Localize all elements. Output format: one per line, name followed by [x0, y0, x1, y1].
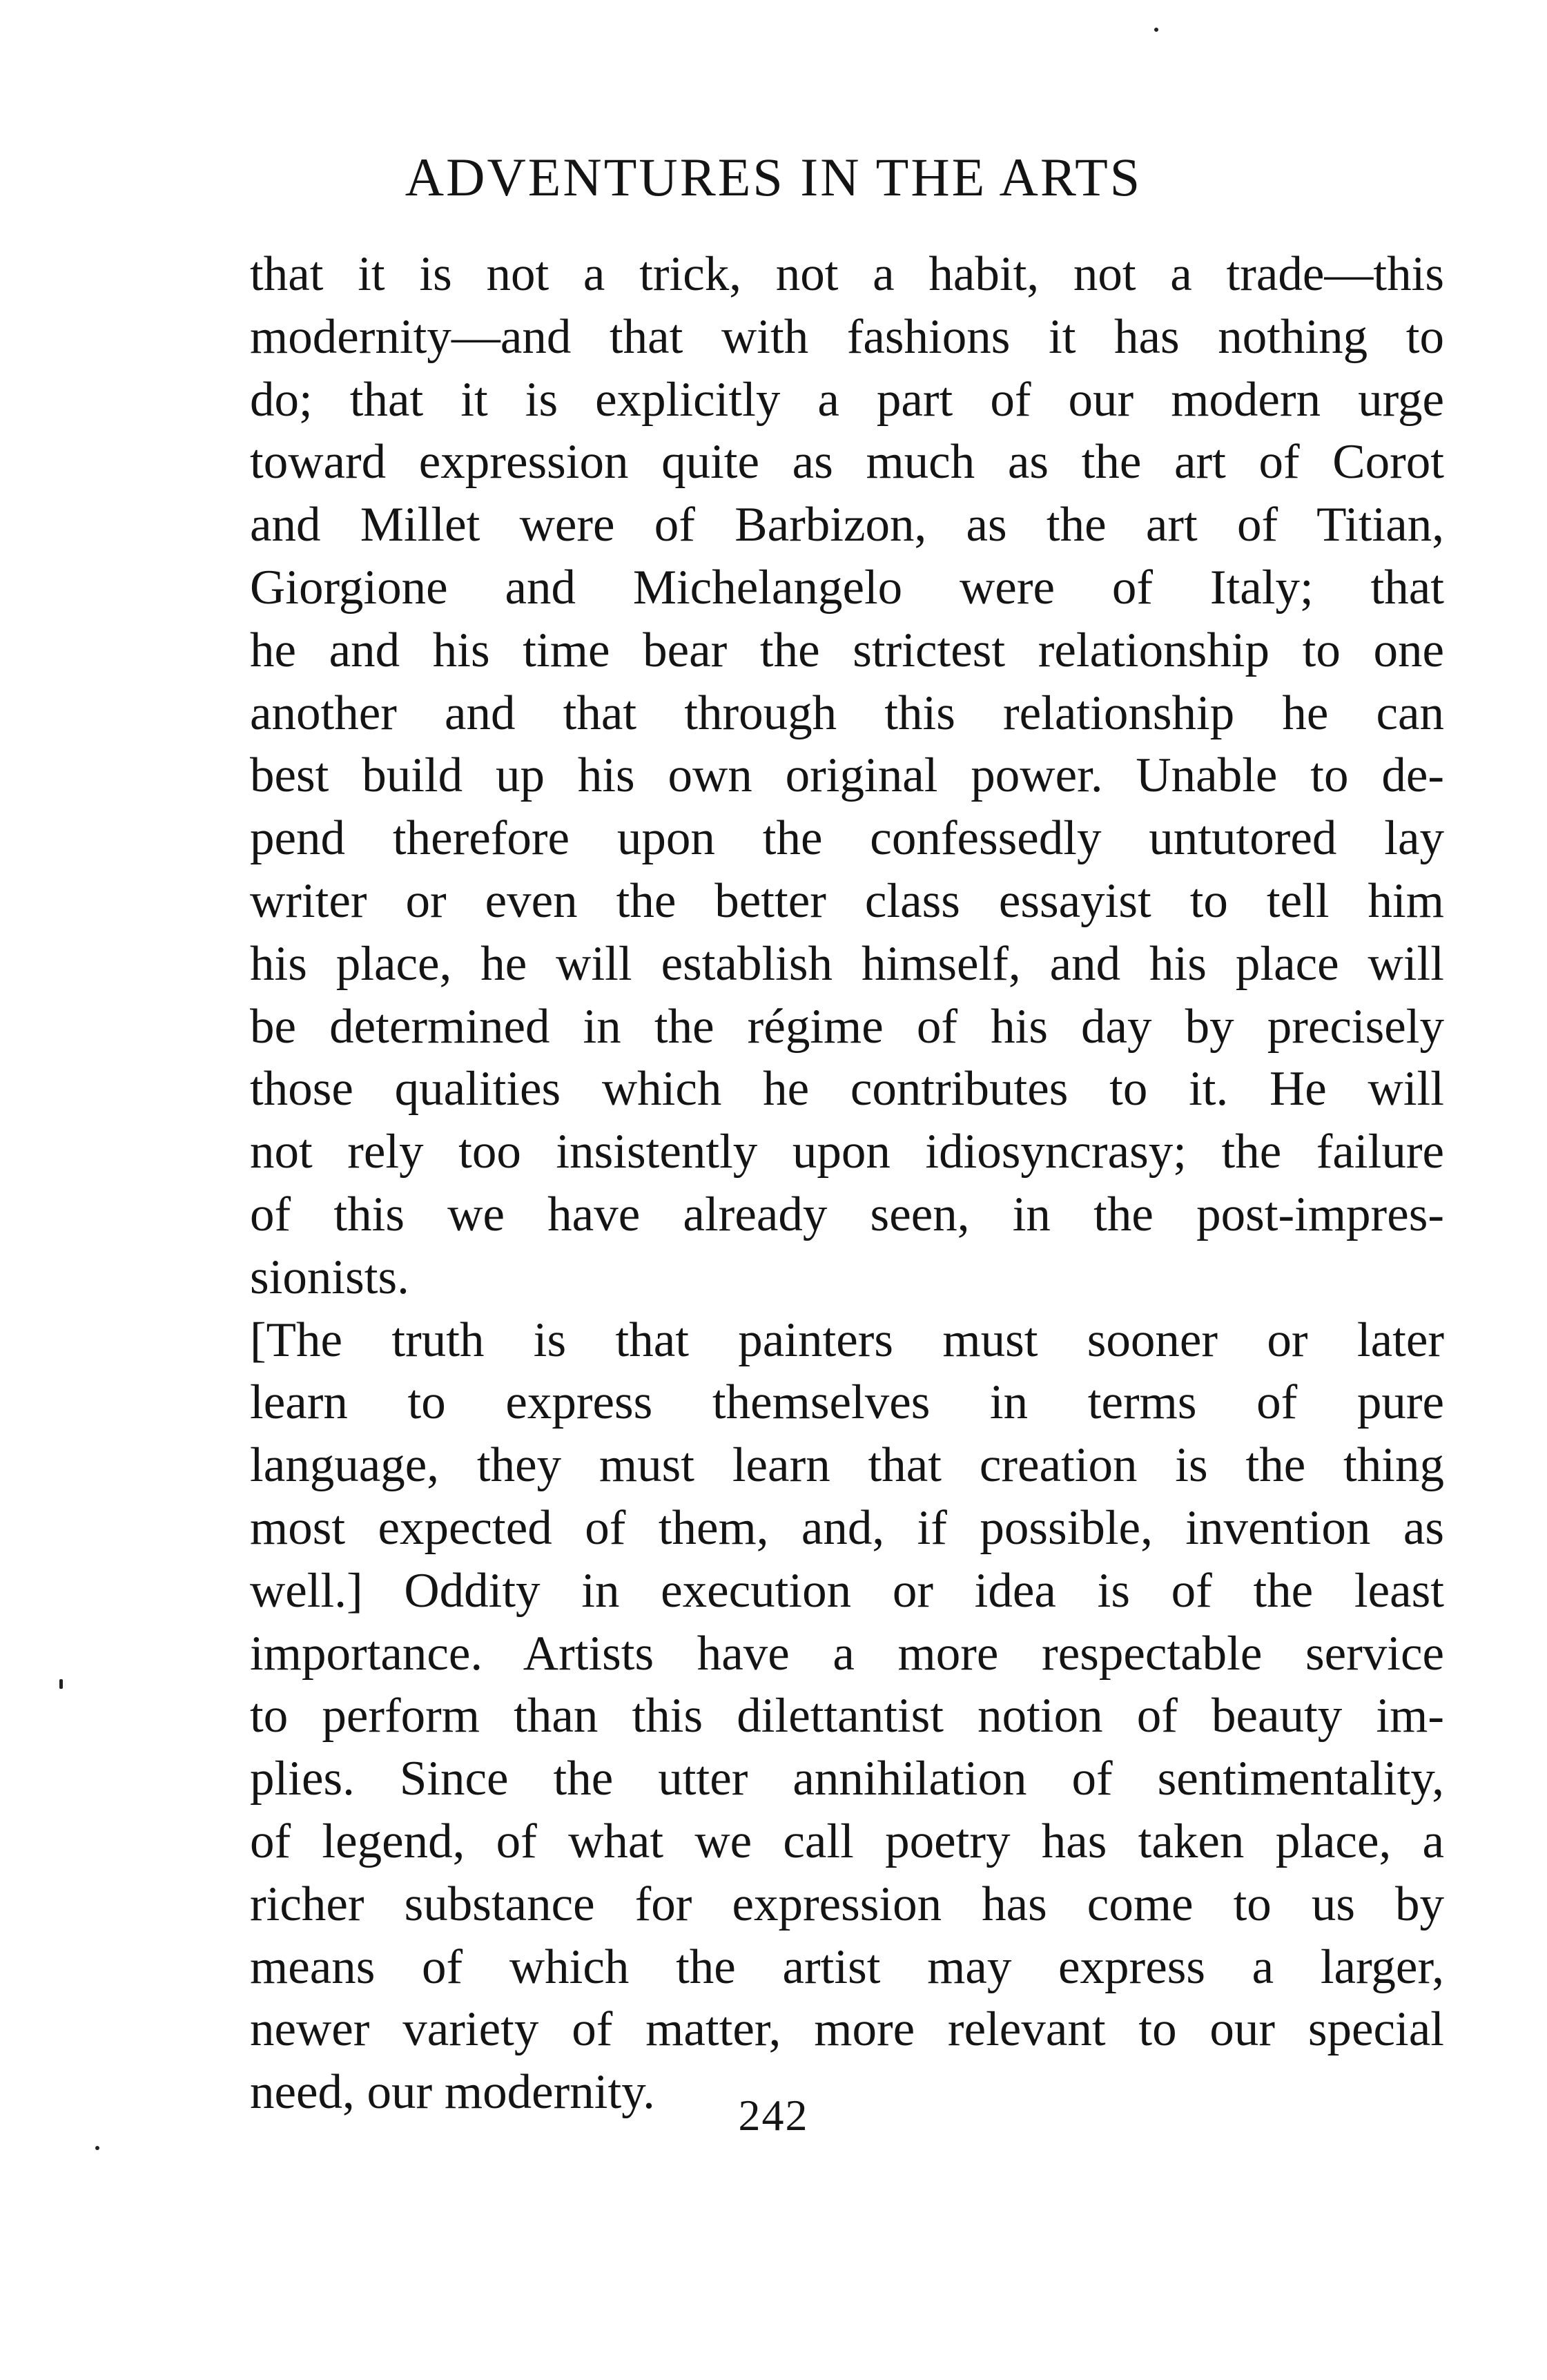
text-line: of legend, of what we call poetry has taken place, a [250, 1814, 1444, 1868]
text-line: of this we have already seen, in the post-impres- [250, 1187, 1444, 1241]
running-head: ADVENTURES IN THE ARTS [405, 147, 1142, 207]
body-text [250, 243, 1444, 2124]
text-line: well.] Oddity in execution or idea is of the least [250, 1563, 1444, 1618]
paragraph-end-line: sionists. [250, 1250, 409, 1304]
text-line: he and his time bear the strictest relationship to one [250, 623, 1444, 677]
text-line: that it is not a trick, not a habit, not a trade—this [250, 247, 1444, 301]
text-line: means of which the artist may express a larger, [250, 1939, 1444, 1994]
text-line: modernity—and that with fashions it has nothing to [250, 309, 1444, 364]
page-number: 242 [738, 2091, 809, 2140]
text-line: richer substance for expression has come to us by [250, 1877, 1444, 1931]
scan-speck [1154, 28, 1158, 32]
text-line: not rely too insistently upon idiosyncrasy; the failure [250, 1125, 1444, 1179]
text-line: [The truth is that painters must sooner or later [250, 1313, 1444, 1367]
text-line: be determined in the régime of his day by precisely [250, 999, 1444, 1054]
text-line: learn to express themselves in terms of pure [250, 1375, 1444, 1430]
paragraph-end-line: need, our modernity. [250, 2065, 655, 2120]
scan-speck [59, 1679, 63, 1689]
text-line: language, they must learn that creation is the thing [250, 1438, 1444, 1493]
text-line: writer or even the better class essayist to tell him [250, 873, 1444, 928]
text-line: and Millet were of Barbizon, as the art of Titian, [250, 498, 1444, 552]
text-line: best build up his own original power. Unable to de- [250, 748, 1444, 803]
text-line: those qualities which he contributes to it. He will [250, 1062, 1444, 1116]
text-line: another and that through this relationship he can [250, 686, 1444, 740]
text-line: to perform than this dilettantist notion of beauty im- [250, 1689, 1444, 1743]
text-line: toward expression quite as much as the art of Corot [250, 435, 1444, 490]
text-line: Giorgione and Michelangelo were of Italy; that [250, 560, 1444, 615]
scan-speck [95, 2146, 99, 2150]
text-line: importance. Artists have a more respectable service [250, 1626, 1444, 1681]
text-line: pend therefore upon the confessedly untutored lay [250, 811, 1444, 866]
text-line: plies. Since the utter annihilation of sentimentality, [250, 1752, 1444, 1806]
text-line: newer variety of matter, more relevant to our special [250, 2002, 1444, 2057]
text-line: most expected of them, and, if possible, invention as [250, 1500, 1444, 1555]
text-line: do; that it is explicitly a part of our modern urge [250, 372, 1444, 427]
text-line: his place, he will establish himself, and his place will [250, 936, 1444, 991]
